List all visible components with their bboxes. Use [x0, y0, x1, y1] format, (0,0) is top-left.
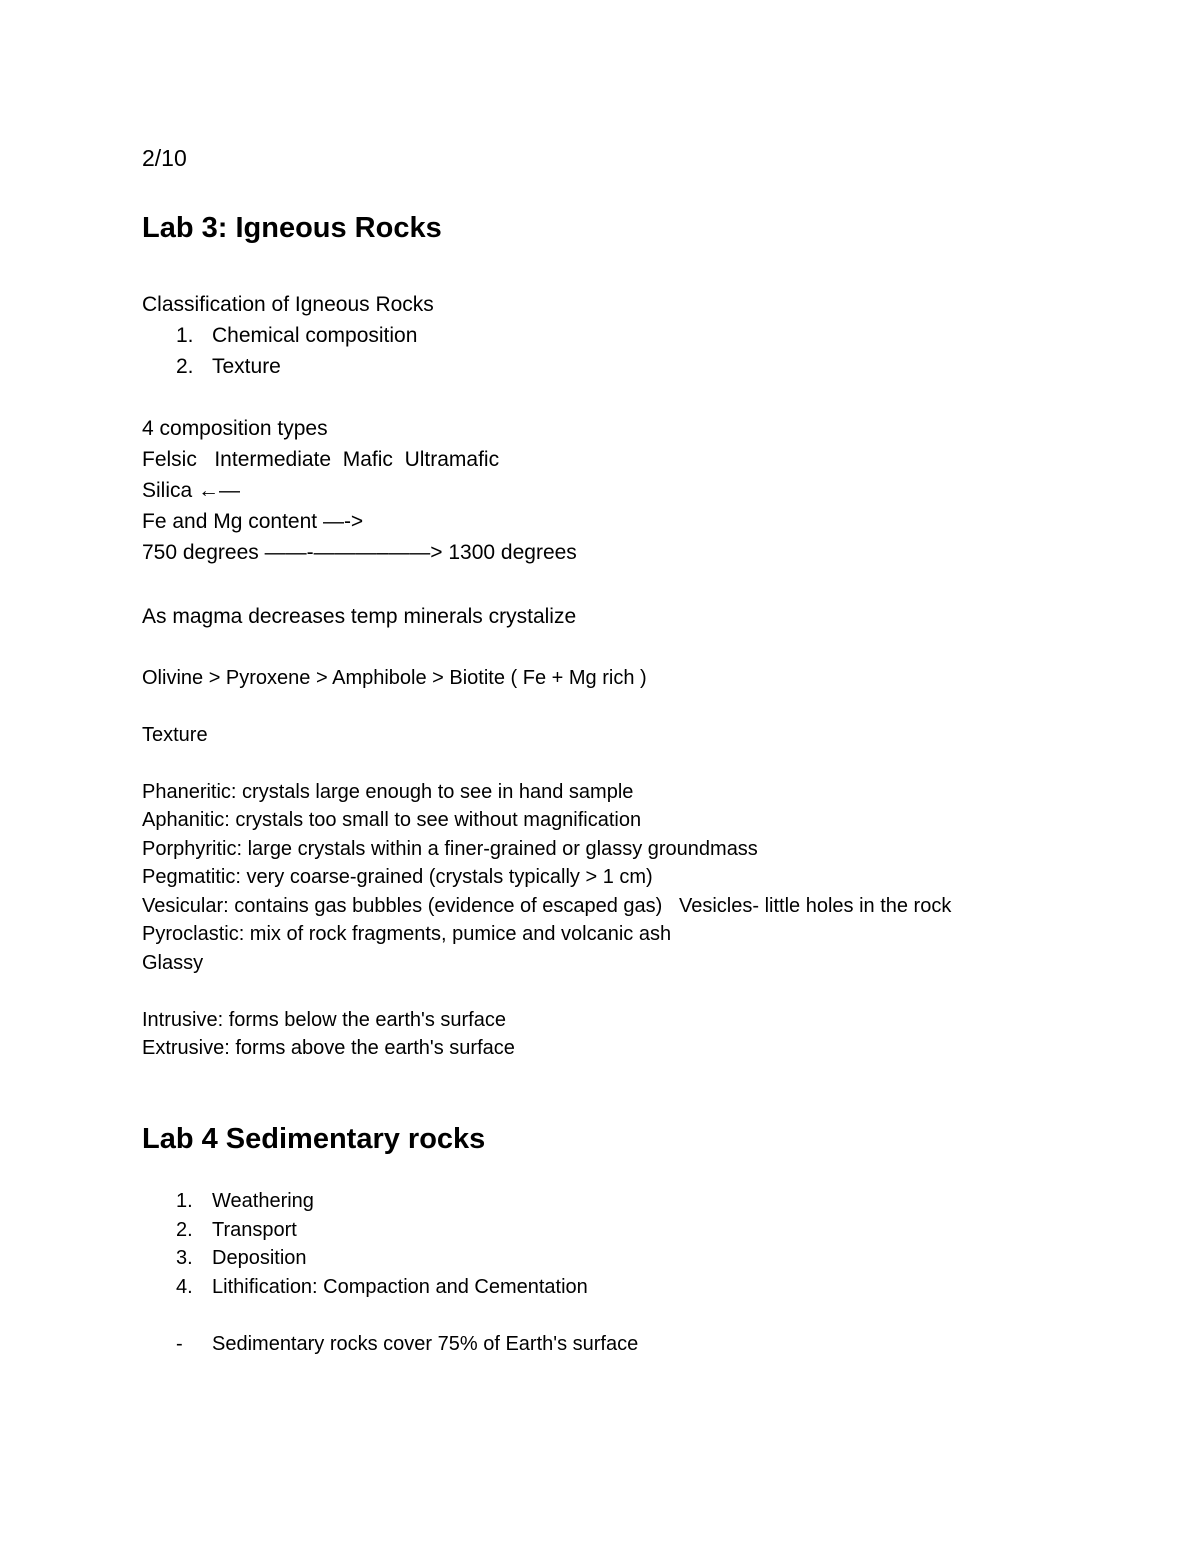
texture-line: Porphyritic: large crystals within a finer-grained or glassy groundmass: [142, 838, 758, 860]
texture-line: Phaneritic: crystals large enough to see in hand sample: [142, 781, 634, 803]
bullet-marker: -: [176, 1333, 183, 1355]
lab4-heading: Lab 4 Sedimentary rocks: [142, 1123, 486, 1155]
list-number: 2.: [176, 355, 194, 378]
list-number: 2.: [176, 1219, 193, 1241]
extrusive-line: Extrusive: forms above the earth's surface: [142, 1037, 515, 1059]
list-number: 1.: [176, 1190, 193, 1212]
list-item: Weathering: [212, 1190, 314, 1212]
list-item: Deposition: [212, 1247, 307, 1269]
date-label: 2/10: [142, 145, 187, 171]
classification-heading: Classification of Igneous Rocks: [142, 293, 434, 316]
list-item: Lithification: Compaction and Cementation: [212, 1276, 588, 1298]
list-number: 4.: [176, 1276, 193, 1298]
mineral-series: Olivine > Pyroxene > Amphibole > Biotite ( Fe + Mg rich ): [142, 667, 647, 689]
list-number: 3.: [176, 1247, 193, 1269]
list-item: Texture: [212, 355, 281, 378]
composition-types: Felsic Intermediate Mafic Ultramafic: [142, 448, 500, 471]
composition-heading: 4 composition types: [142, 417, 328, 440]
magma-line: As magma decreases temp minerals crystalize: [142, 605, 577, 628]
list-item: Chemical composition: [212, 324, 418, 347]
fe-mg-line: Fe and Mg content —->: [142, 510, 364, 533]
texture-line: Pyroclastic: mix of rock fragments, pumice and volcanic ash: [142, 923, 672, 945]
list-item: Transport: [212, 1219, 297, 1241]
lab3-heading: Lab 3: Igneous Rocks: [142, 212, 442, 244]
silica-line: Silica ←—: [142, 479, 241, 502]
texture-heading: Texture: [142, 724, 208, 746]
degrees-line: 750 degrees ——-———–——> 1300 degrees: [142, 541, 577, 564]
intrusive-line: Intrusive: forms below the earth's surface: [142, 1009, 506, 1031]
list-number: 1.: [176, 324, 194, 347]
texture-line: Vesicular: contains gas bubbles (evidence of escaped gas) Vesicles- little holes in the rock: [142, 895, 952, 917]
bullet-item: Sedimentary rocks cover 75% of Earth's surface: [212, 1333, 639, 1355]
texture-line: Pegmatitic: very coarse-grained (crystals typically > 1 cm): [142, 866, 653, 888]
texture-line: Glassy: [142, 952, 204, 974]
texture-line: Aphanitic: crystals too small to see without magnification: [142, 809, 642, 831]
